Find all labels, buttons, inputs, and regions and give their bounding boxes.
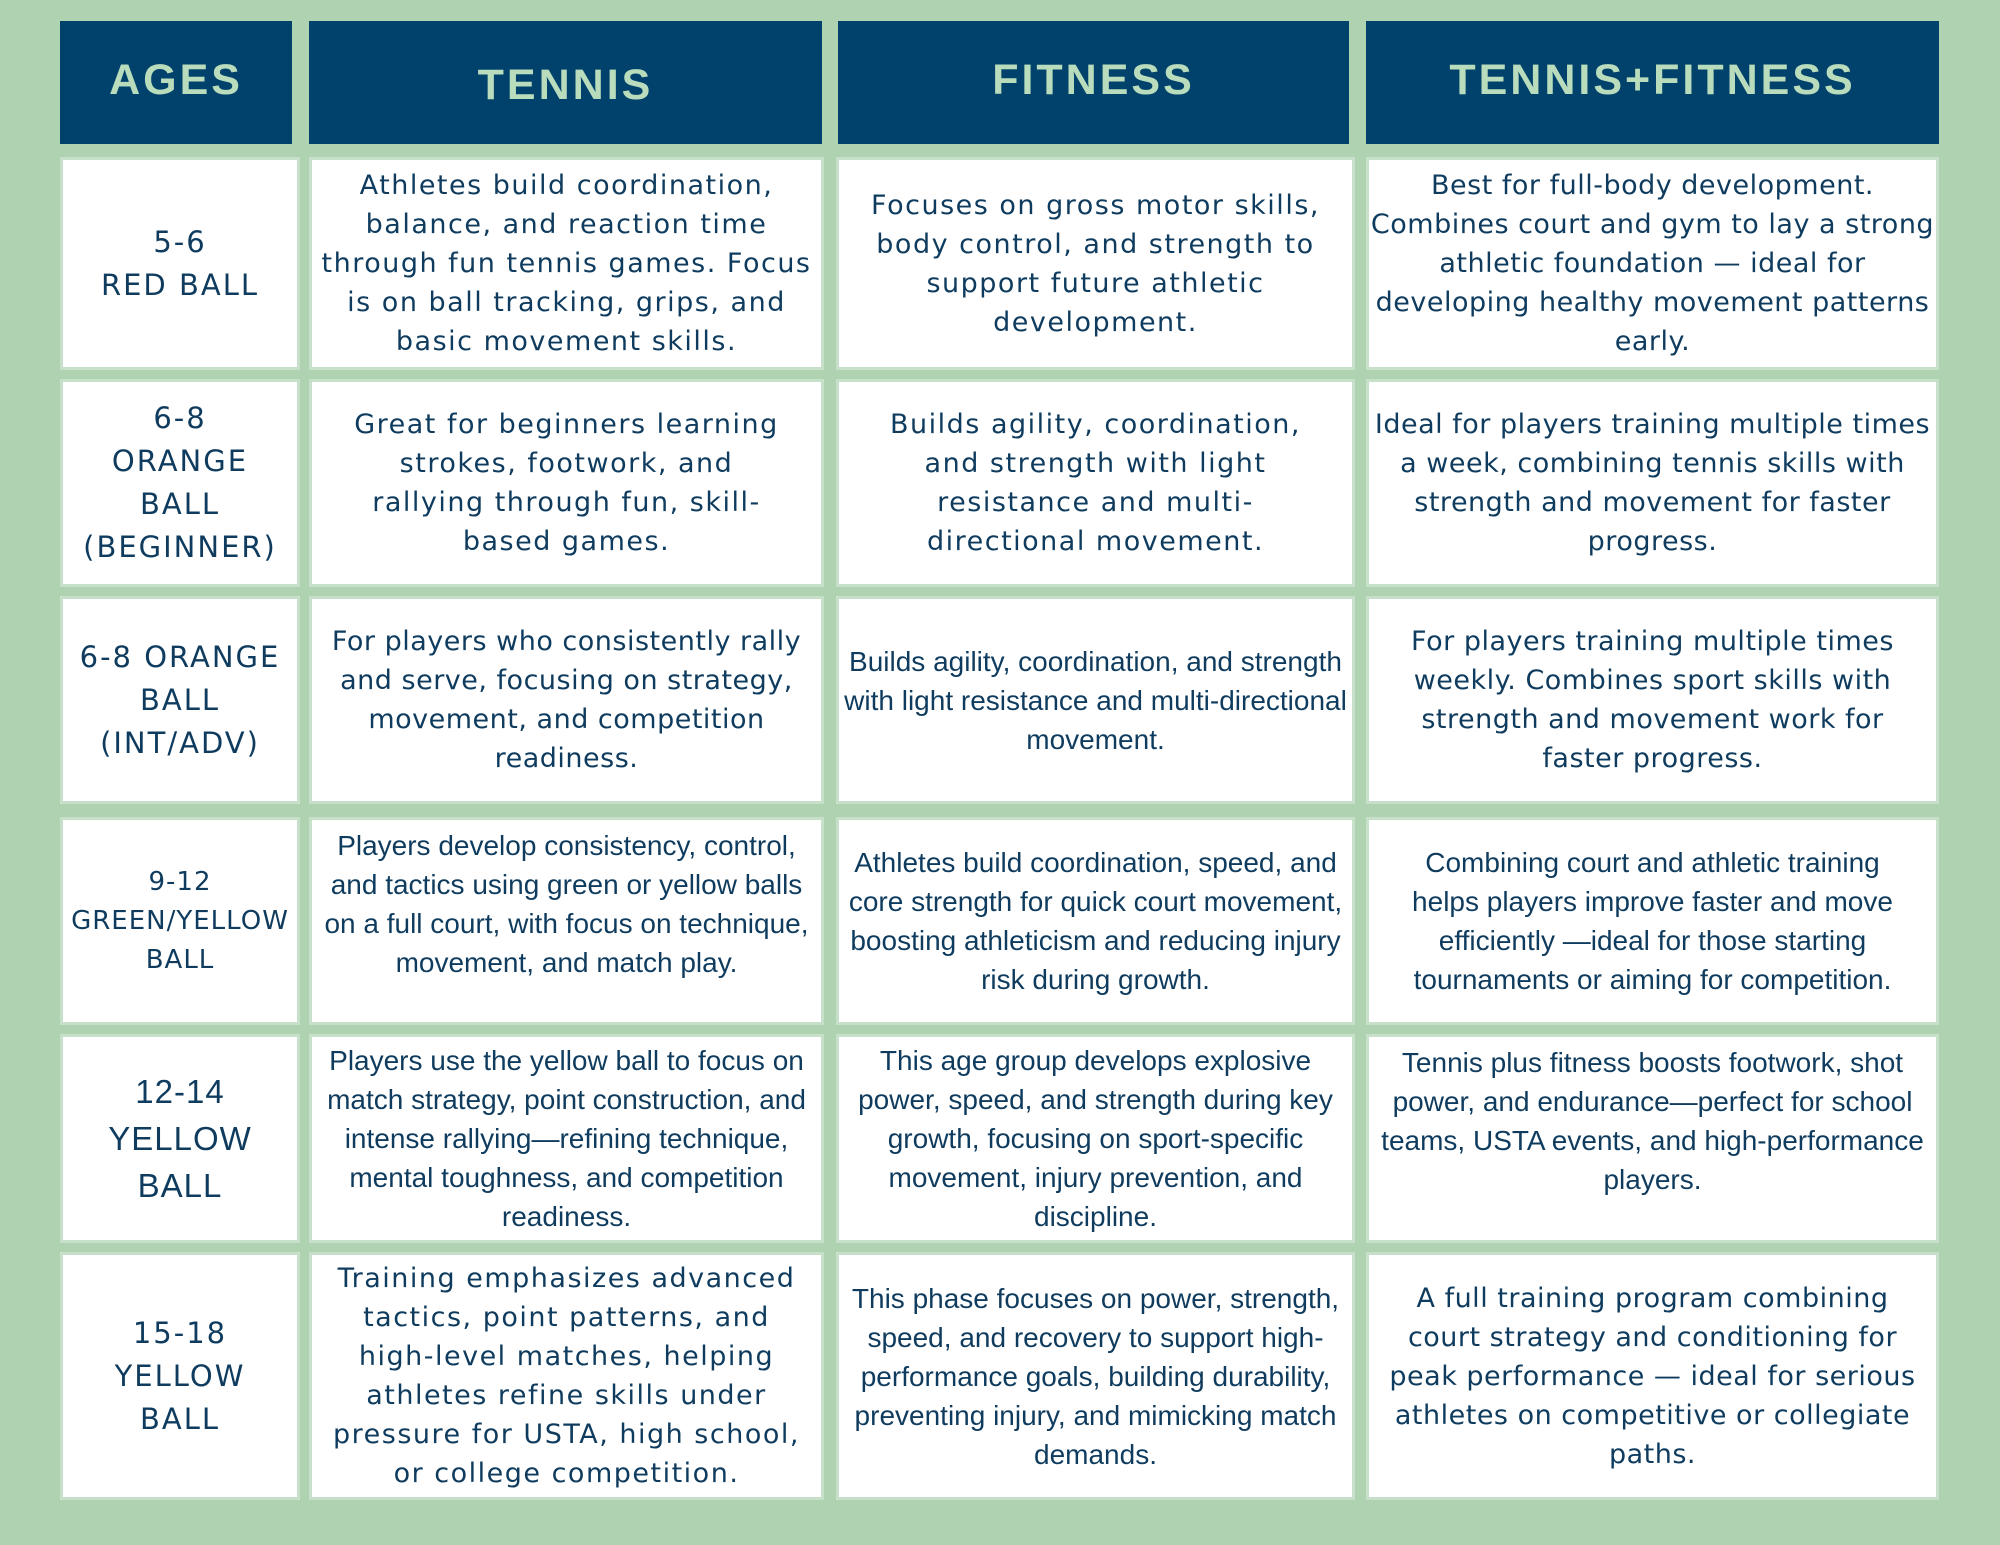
age-label: 15-18 YELLOW BALL: [114, 1315, 246, 1436]
table-row-age-cell: [60, 157, 300, 370]
table-row-fitness-cell: [836, 379, 1355, 587]
fitness-description: Builds agility, coordination, and strength with light resistance and multi-directional movement.: [844, 645, 1347, 755]
fitness-description: Focuses on gross motor skills, body control, and strength to support future athletic development.: [871, 189, 1320, 338]
header-tennis-fitness-label: TENNIS+FITNESS: [1449, 56, 1856, 104]
fitness-description: This phase focuses on power, strength, speed, and recovery to support high-performance goals, building durability, preventing injury, and mimicking match demands.: [851, 1282, 1340, 1470]
age-label: 6-8 ORANGE BALL (BEGINNER): [83, 401, 277, 564]
age-label: 9-12 GREEN/YELLOW BALL: [71, 866, 289, 975]
age-label: 6-8 ORANGE BALL (INT/ADV): [79, 639, 281, 760]
table-row-fitness-cell: [836, 817, 1355, 1025]
table-row-age-cell: [60, 1034, 300, 1243]
tennis-fitness-description: Ideal for players training multiple times a week, combining tennis skills with strength and movement for faster progress.: [1374, 409, 1931, 557]
table-row-tennis-fitness-cell: [1366, 817, 1939, 1025]
header-tennis: [309, 21, 822, 144]
table-row-fitness-cell: [836, 1252, 1355, 1500]
header-tennis-label: TENNIS: [477, 61, 654, 109]
table-row-tennis-cell: [309, 596, 824, 804]
table-row-fitness-cell: [836, 1034, 1355, 1243]
header-tennis-fitness: [1366, 21, 1939, 144]
fitness-description: Builds agility, coordination, and strength with light resistance and multi-directional movement.: [890, 409, 1301, 557]
tennis-description: Players develop consistency, control, and tactics using green or yellow balls on a full court, with focus on technique, movement, and match play.: [324, 830, 809, 978]
fitness-description: This age group develops explosive power, speed, and strength during key growth, focusing on sport-specific movement, injury prevention, and discipline.: [858, 1045, 1333, 1232]
header-ages-label: AGES: [109, 56, 243, 104]
tennis-fitness-description: Best for full-body development. Combines court and gym to lay a strong athletic foundation — ideal for developing healthy movement patterns early.: [1370, 170, 1935, 357]
age-label: 12-14 YELLOW BALL: [108, 1073, 252, 1204]
tennis-fitness-description: A full training program combining court strategy and conditioning for peak performance — ideal for serious athletes on competitive or collegiate paths.: [1389, 1282, 1916, 1470]
table-row-age-cell: [60, 1252, 300, 1500]
tennis-description: For players who consistently rally and serve, focusing on strategy, movement, and competition readiness.: [331, 626, 802, 774]
table-row-tennis-cell: [309, 1034, 824, 1243]
tennis-fitness-description: For players training multiple times weekly. Combines sport skills with strength and movement work for faster progress.: [1411, 626, 1894, 774]
table-row-tennis-fitness-cell: [1366, 1252, 1939, 1500]
table-row-age-cell: [60, 817, 300, 1025]
fitness-description: Athletes build coordination, speed, and core strength for quick court movement, boosting athleticism and reducing injury risk during growth.: [848, 847, 1343, 995]
table-row-tennis-cell: [309, 817, 824, 1025]
table-row-fitness-cell: [836, 157, 1355, 370]
table-row-fitness-cell: [836, 596, 1355, 804]
table-row-tennis-fitness-cell: [1366, 1034, 1939, 1243]
table-row-tennis-fitness-cell: [1366, 379, 1939, 587]
table-row-age-cell: [60, 379, 300, 587]
table-row-age-cell: [60, 596, 300, 804]
tennis-description: Athletes build coordination, balance, and reaction time through fun tennis games. Focus is on ball tracking, grips, and basic movement skills.: [321, 170, 812, 357]
tennis-description: Great for beginners learning strokes, footwork, and rallying through fun, skill-based games.: [354, 409, 779, 557]
table-row-tennis-fitness-cell: [1366, 596, 1939, 804]
tennis-fitness-description: Combining court and athletic training helps players improve faster and move efficiently —ideal for those starting tournaments or aiming for competition.: [1412, 847, 1893, 995]
header-fitness-label: FITNESS: [992, 56, 1195, 104]
header-ages: [60, 21, 292, 144]
age-label: 5-6 RED BALL: [100, 224, 260, 302]
tennis-description: Training emphasizes advanced tactics, point patterns, and high-level matches, helping athletes refine skills under pressure for USTA, high school, or college competition.: [333, 1263, 800, 1489]
table-row-tennis-cell: [309, 157, 824, 370]
tennis-fitness-description: Tennis plus fitness boosts footwork, shot power, and endurance—perfect for school teams, USTA events, and high-performance players.: [1381, 1047, 1924, 1195]
tennis-description: Players use the yellow ball to focus on match strategy, point construction, and intense rallying—refining technique, mental toughness, and competition readiness.: [327, 1045, 806, 1232]
table-row-tennis-cell: [309, 1252, 824, 1500]
table-row-tennis-fitness-cell: [1366, 157, 1939, 370]
table-row-tennis-cell: [309, 379, 824, 587]
header-fitness: [838, 21, 1349, 144]
